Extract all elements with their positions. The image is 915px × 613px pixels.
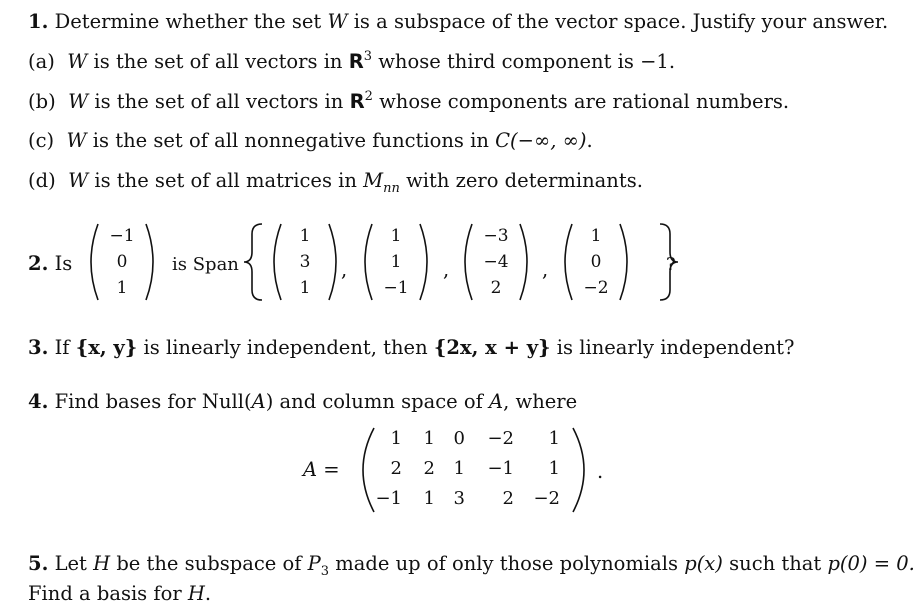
span-vector-4: 1 0 −2 (583, 226, 609, 298)
matrix-cell: 2 (390, 458, 402, 479)
matrix-cell: −1 (375, 488, 402, 509)
span-vector-1: 1 3 1 (299, 226, 311, 298)
matrix-period: . (597, 460, 604, 483)
matrix-right-paren (573, 428, 584, 512)
comma: , (443, 258, 450, 281)
matrix-cell: 1 (548, 458, 560, 479)
question-mark: ? (666, 254, 676, 275)
problem-4-statement: 4. Find bases for Null(A) and column space of A, where (28, 390, 578, 413)
column-vector-target: −1 0 1 (109, 226, 135, 298)
matrix-a (370, 424, 570, 514)
problem-1-part-c: (c) W is the set of all nonnegative functions in C(−∞, ∞). (28, 129, 593, 152)
span-vector-2: 1 1 −1 (383, 226, 409, 298)
span-vector-3: −3 −4 2 (483, 226, 509, 298)
matrix-cell: 1 (548, 428, 560, 449)
problem-5-statement: 5. Let H be the subspace of $P_3$ made up of only those polynomials p(x) such that p(0) = 0. (28, 552, 915, 579)
matrix-cell: 0 (453, 428, 465, 449)
left-brace (244, 224, 262, 300)
problem-2-prefix: 2. Is (28, 252, 73, 275)
matrix-cell: −2 (487, 428, 514, 449)
problem-3-statement: 3. If {x, y} is linearly independent, then {2x, x + y} is linearly independent? (28, 336, 795, 359)
problem-1-part-b: (b) W is the set of all vectors in $R^2$ whose components are rational numbers. (28, 89, 790, 113)
matrix-cell: −1 (487, 458, 514, 479)
matrix-cell: 1 (390, 428, 402, 449)
comma: , (542, 258, 549, 281)
matrix-cell: 1 (423, 428, 435, 449)
matrix-lhs: A = (303, 458, 340, 481)
problem-1-part-d: (d) W is the set of all matrices in $M_{nn}$ with zero determinants. (28, 169, 643, 196)
matrix-cell: 1 (453, 458, 465, 479)
span-label: is Span (172, 254, 239, 275)
matrix-cell: −2 (533, 488, 560, 509)
problem-1-statement: 1. Determine whether the set W is a subspace of the vector space. Justify your answer. (28, 10, 889, 33)
matrix-cell: 2 (423, 458, 435, 479)
matrix-cell: 3 (453, 488, 465, 509)
matrix-cell: 1 (423, 488, 435, 509)
problem-5-continuation: Find a basis for H. (28, 582, 212, 605)
problem-1-part-a: (a) W is the set of all vectors in $R^3$ whose third component is −1. (28, 49, 676, 73)
problem-number: 1. (28, 10, 49, 33)
comma: , (341, 258, 348, 281)
matrix-cell: 2 (502, 488, 514, 509)
